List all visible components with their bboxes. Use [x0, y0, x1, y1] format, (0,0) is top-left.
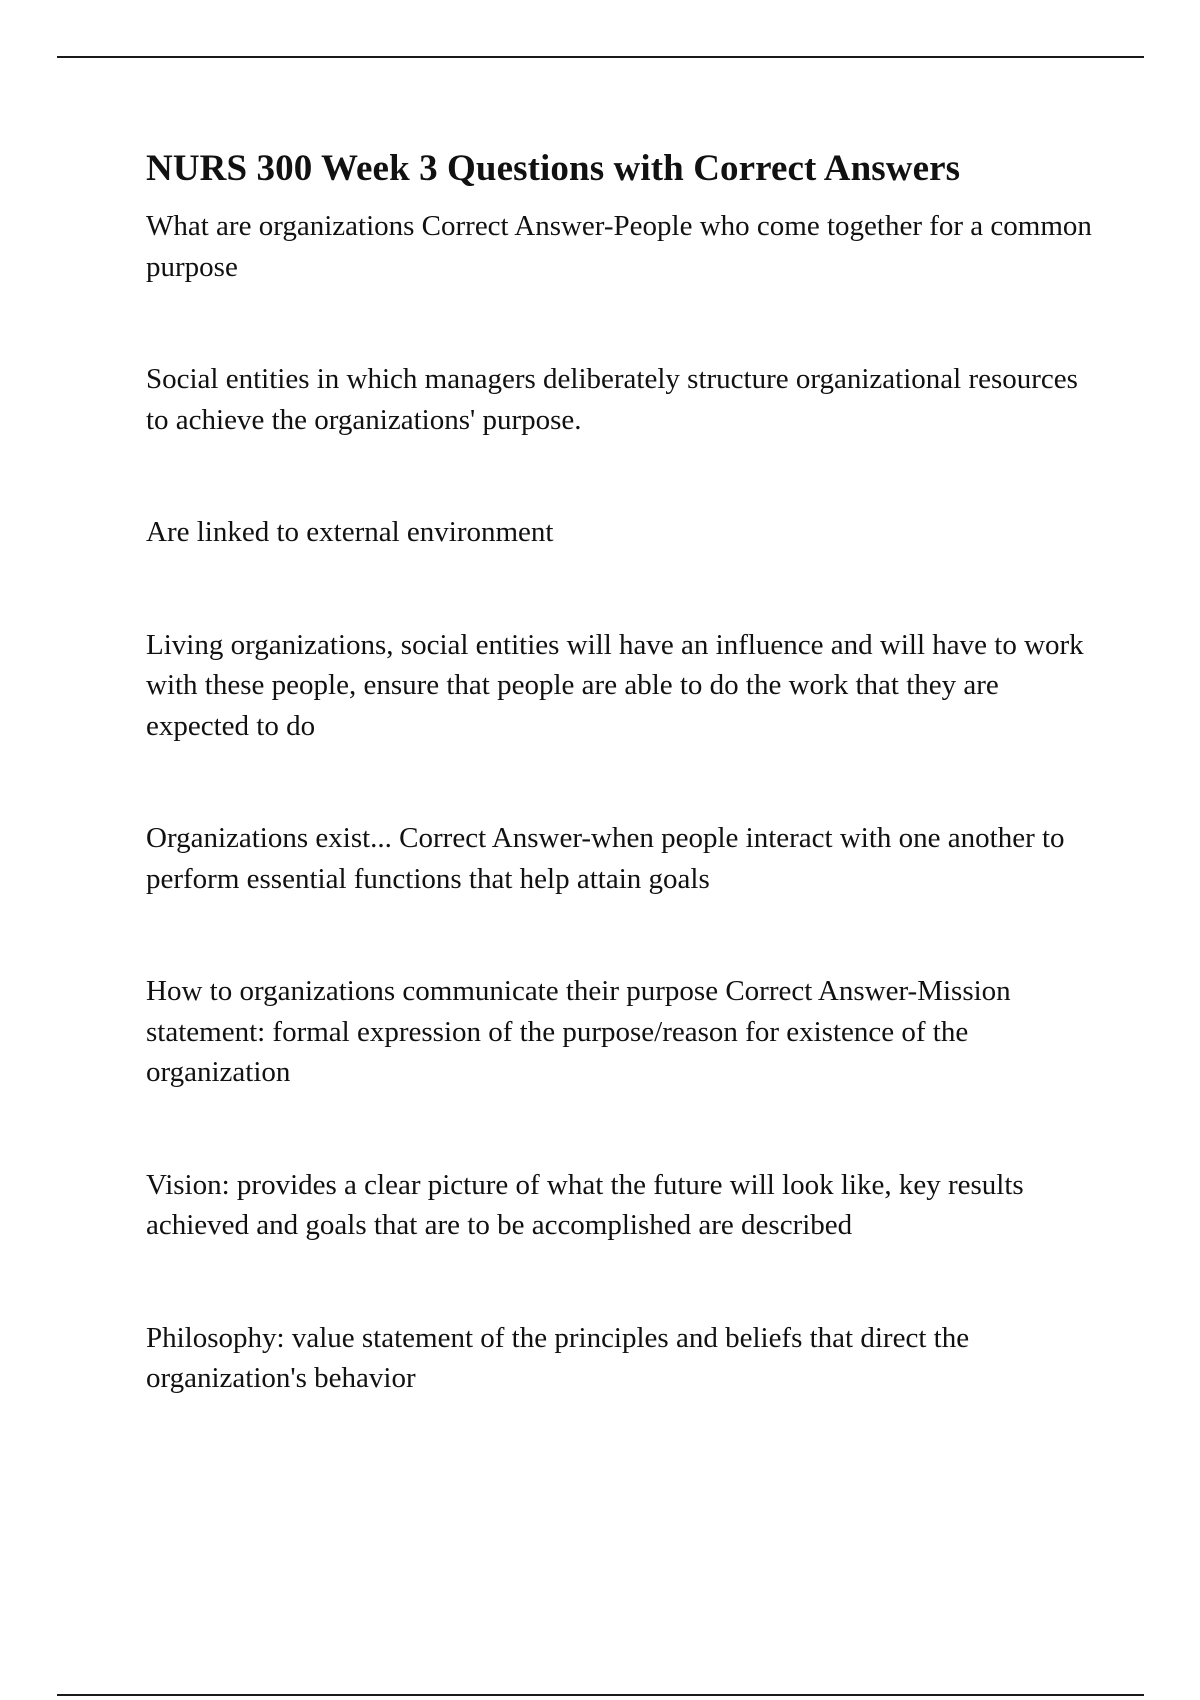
qa-entry-8: Philosophy: value statement of the principles and beliefs that direct the organization's behavior [146, 1321, 970, 1394]
qa-entry-4: Living organizations, social entities will have an influence and will have to work with these people, ensure that people are able to do the work that they are expected to do [146, 628, 1084, 742]
header-rule [57, 56, 1144, 58]
qa-entry-5: Organizations exist... Correct Answer-when people interact with one another to perform essential functions that help attain goals [146, 822, 1065, 895]
document-page [146, 144, 1096, 1399]
qa-entry-6: How to organizations communicate their purpose Correct Answer-Mission statement: formal expression of the purpose/reason for existence of the organization [146, 975, 1011, 1088]
document-title: NURS 300 Week 3 Questions with Correct Answers [146, 148, 961, 189]
qa-entry-1: What are organizations Correct Answer-People who come together for a common purpose [146, 210, 1092, 283]
qa-entry-2: Social entities in which managers deliberately structure organizational resources to achieve the organizations' purpose. [146, 363, 1078, 436]
qa-entry-3: Are linked to external environment [146, 516, 554, 548]
footer-rule [57, 1694, 1144, 1696]
qa-entry-7: Vision: provides a clear picture of what the future will look like, key results achieved and goals that are to be accomplished are described [146, 1168, 1024, 1241]
